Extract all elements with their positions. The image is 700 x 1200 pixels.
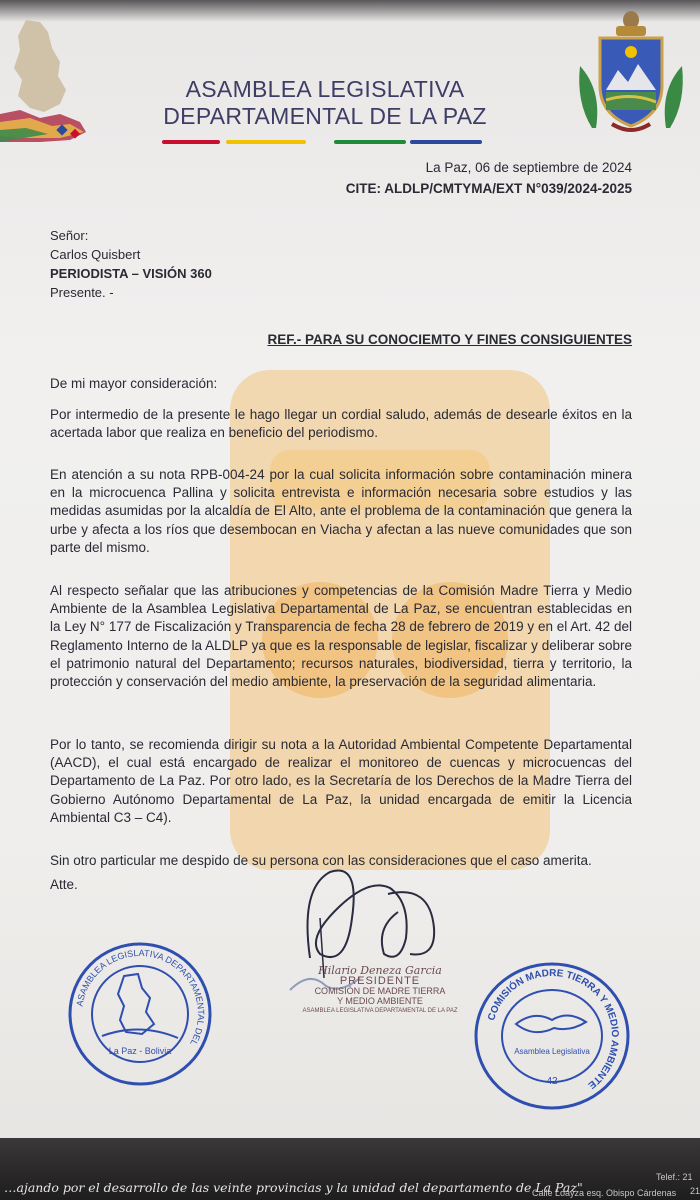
footer-telef-2: 21 [690,1186,700,1196]
la-paz-map-logo-icon [0,18,110,143]
footer-telef: Telef.: 21 [656,1172,693,1182]
institution-title [160,76,490,130]
recipient-role: PERIODISTA – VISIÓN 360 [50,266,212,281]
paragraph-2: En atención a su nota RPB-004-24 por la cual solicita información sobre contaminación minera en la microcuenca Pallina y solicita entrevista e información necesaria sobre estudios y las medidas asumidas por la alcaldía de El Alto, ante el problema de la contaminación que genera la urbe y afecta a los ríos que desembocan en Viacha y afectan a las nueve comunidades que son parte del mismo. [50,467,632,555]
paragraph-4: Por lo tanto, se recomienda dirigir su nota a la Autoridad Ambiental Competente Departamental (AACD), el cual está encargado de realizar el monitoreo de cuencas y microcuencas del Departamento de La Paz. Por otro lado, es la Secretaría de los Derechos de la Madre Tierra del Gobierno Autónomo Departamental de La Paz, la unidad encargada de emitir la Licencia Ambiental C3 – C4). [50,737,632,825]
left-seal-ring-text: ASAMBLEA LEGISLATIVA DEPARTAMENTAL DEL [74,947,207,1048]
right-seal-number: 42 [546,1076,558,1087]
recipient-block [50,226,212,302]
header-bar-red [162,140,220,144]
footer-motto: …ajando por el desarrollo de las veinte provincias y la unidad del departamento de La Paz" [4,1180,583,1195]
header-bar-green [334,140,406,144]
right-seal-ring-text: COMISIÓN MADRE TIERRA Y MEDIO AMBIENTE [486,967,621,1091]
letter-date: La Paz, 06 de septiembre de 2024 [425,160,632,175]
paragraph-1: Por intermedio de la presente le hago llegar un cordial saludo, además de desearle éxitos en la acertada labor que realiza en beneficio del periodismo. [50,407,632,441]
greeting: De mi mayor consideración: [50,376,218,391]
signatory-title: PRESIDENTE [339,975,421,987]
recipient-presente: Presente. - [50,285,114,300]
institution-title-line1: ASAMBLEA LEGISLATIVA [185,76,465,102]
footer-street: Calle Loayza esq. Obispo Cárdenas [532,1188,677,1198]
right-seal-center-text: Asamblea Legislativa [514,1047,590,1056]
closing: Atte. [50,877,78,892]
signatory-institution: ASAMBLEA LEGISLATIVA DEPARTAMENTAL DE LA PAZ [302,1008,458,1014]
header-bar-blue [410,140,482,144]
signatory-commission-2: Y MEDIO AMBIENTE [337,996,423,1006]
letter-cite: CITE: ALDLP/CMTYMA/EXT N°039/2024-2025 [345,181,632,196]
signatory-commission-1: COMISIÓN DE MADRE TIERRA [314,986,446,996]
paragraph-3: Al respecto señalar que las atribuciones y competencias de la Comisión Madre Tierra y Medio Ambiente de la Asamblea Legislativa Departamental de La Paz, se encuentran establecidas en la Ley N° 177 de Fiscalización y Transparencia de fecha 28 de febrero de 2019 y en el Art. 42 del Reglamento Interno de la ALDLP ya que es la responsable de legislar, fiscalizar y deliberar sobre el patrimonio natural del Departamento; recursos naturales, biodiversidad, tierra y territorio, la protección y conservación del medio ambiente, la preservación de la seguridad alimentaria. [50,583,632,690]
header-bar-yellow [226,140,306,144]
recipient-salutation: Señor: [50,228,89,243]
signatory-name: Hilario Deneza Garcia [318,964,442,977]
recipient-name: Carlos Quisbert [50,247,141,262]
left-seal-bottom-text: La Paz - Bolivia [108,1046,172,1056]
signature-stamp [300,966,460,1016]
institution-title-line2: DEPARTAMENTAL DE LA PAZ [163,103,487,129]
paragraph-5: Sin otro particular me despido de su persona con las consideraciones que el caso amerita. [50,853,592,868]
left-seal-icon [66,940,214,1088]
right-seal-icon [472,958,632,1110]
coat-of-arms-icon [572,6,690,138]
reference-line: REF.- PARA SU CONOCIEMTO Y FINES CONSIGUIENTES [267,332,632,347]
